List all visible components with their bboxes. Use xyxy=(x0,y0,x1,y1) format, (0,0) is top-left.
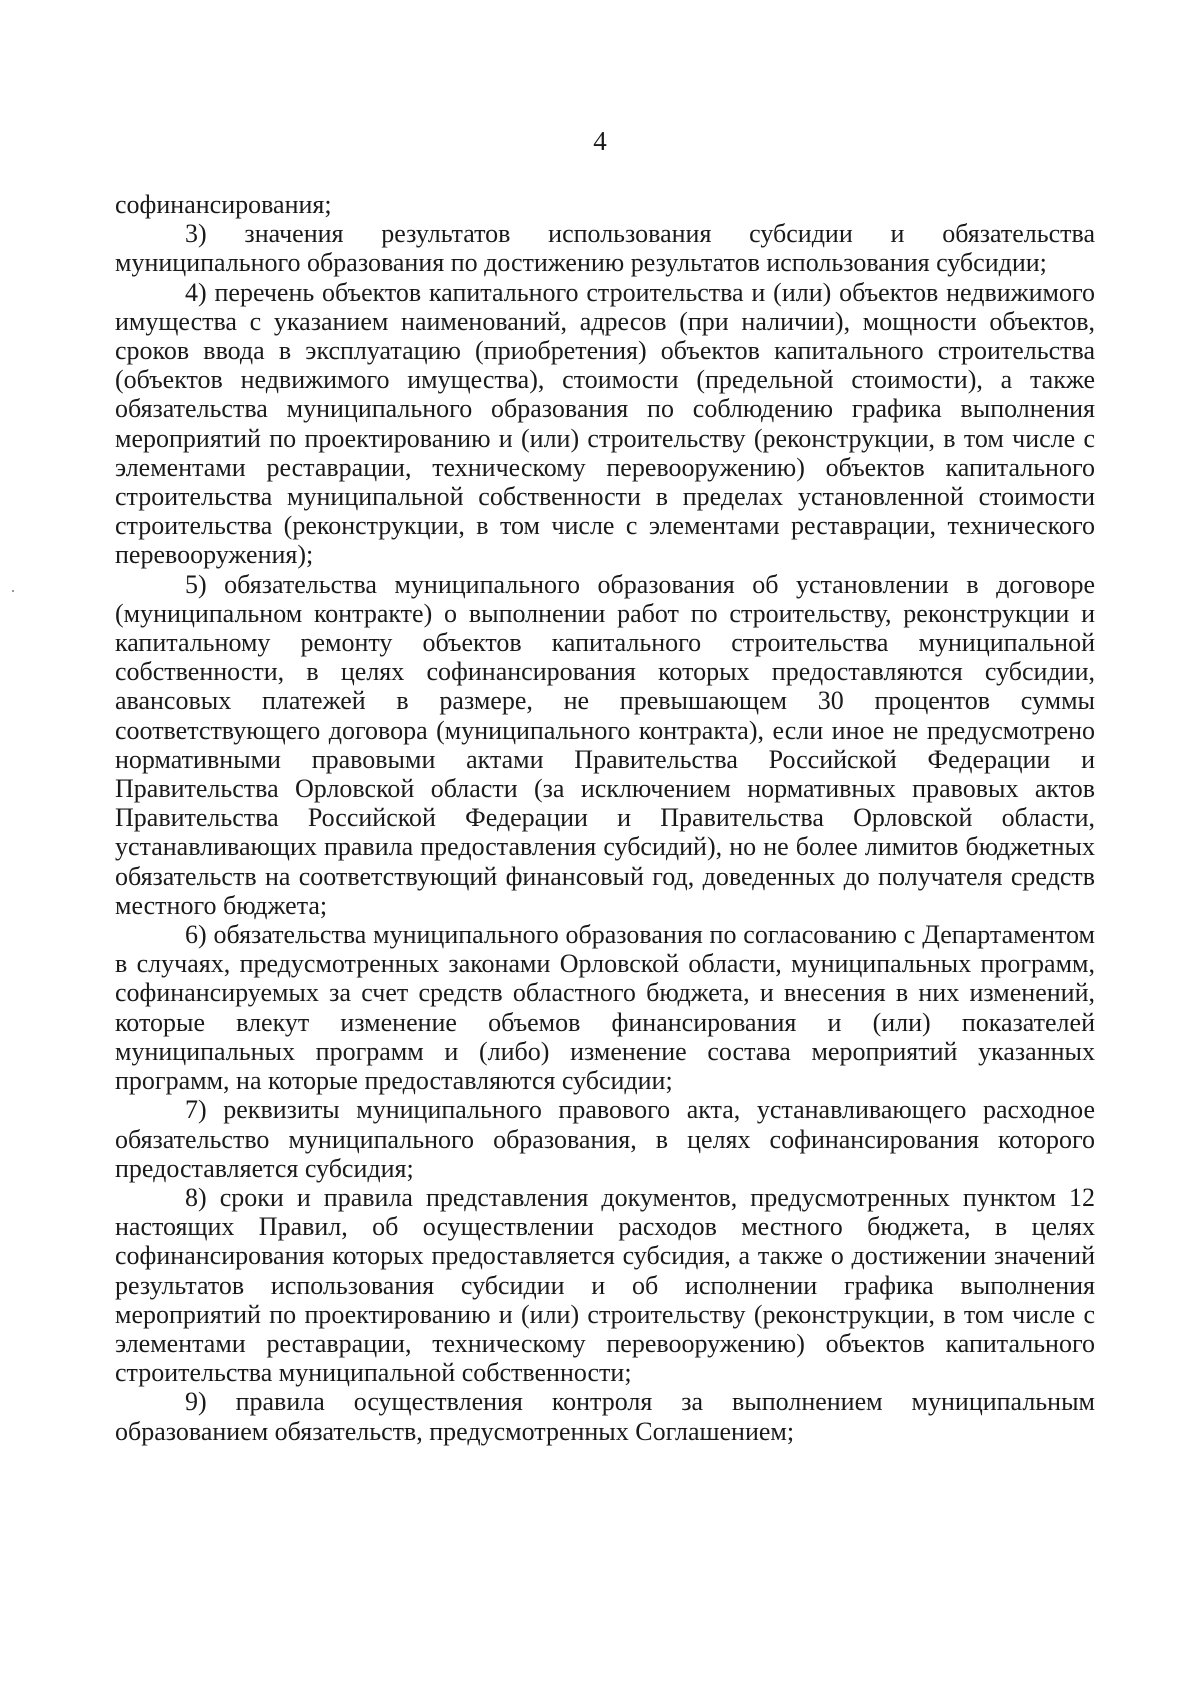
paragraph-item-3: 3) значения результатов использования субсидии и обязательства муниципального образования по достижению результатов использования субсидии; xyxy=(115,219,1095,278)
paragraph-item-9: 9) правила осуществления контроля за выполнением муниципальным образованием обязательств, предусмотренных Соглашением; xyxy=(115,1387,1095,1446)
page-number: 4 xyxy=(593,126,607,156)
paragraph-item-8: 8) сроки и правила представления документов, предусмотренных пунктом 12 настоящих Правил, об осуществлении расходов местного бюджета, в целях софинансирования которых предоставляется субсидия, а также о достижении значений результатов использования субсидии и об исполнении графика выполнения мероприятий по проектированию и (или) строительству (реконструкции, в том числе с элементами реставрации, техническому перевооружению) объектов капитального строительства муниципальной собственности; xyxy=(115,1182,1095,1388)
paragraph-item-5: 5) обязательства муниципального образования об установлении в договоре (муниципальном контракте) о выполнении работ по строительству, реконструкции и капитальному ремонту объектов капитального строительства муниципальной собственности, в целях софинансирования которых предоставляются субсидии, авансовых платежей в размере, не превышающем 30 процентов суммы соответствующего договора (муниципального контракта), если иное не предусмотрено нормативными правовыми актами Правительства Российской Федерации и Правительства Орловской области (за исключением нормативных правовых актов Правительства Российской Федерации и Правительства Орловской области, устанавливающих правила предоставления субсидий), но не более лимитов бюджетных обязательств на соответствующий финансовый год, доведенных до получателя средств местного бюджета; xyxy=(115,569,1095,920)
paragraph-continuation: софинансирования; xyxy=(115,190,332,219)
paragraph-item-4: 4) перечень объектов капитального строительства и (или) объектов недвижимого имущества с указанием наименований, адресов (при наличии), мощности объектов, сроков ввода в эксплуатацию (приобретения) объектов капитального строительства (объектов недвижимого имущества), стоимости (предельной стоимости), а также обязательства муниципального образования по соблюдению графика выполнения мероприятий по проектированию и (или) строительству (реконструкции, в том числе с элементами реставрации, техническому перевооружению) объектов капитального строительства муниципальной собственности в пределах установленной стоимости строительства (реконструкции, в том числе с элементами реставрации, технического перевооружения); xyxy=(115,277,1095,570)
paragraph-item-7: 7) реквизиты муниципального правового акта, устанавливающего расходное обязательство муниципального образования, в целях софинансирования которого предоставляется субсидия; xyxy=(115,1095,1095,1183)
paragraph-item-6: 6) обязательства муниципального образования по согласованию с Департаментом в случаях, предусмотренных законами Орловской области, муниципальных программ, софинансируемых за счет средств областного бюджета, и внесения в них изменений, которые влекут изменение объемов финансирования и (или) показателей муниципальных программ и (либо) изменение состава мероприятий указанных программ, на которые предоставляются субсидии; xyxy=(115,920,1095,1096)
document-body xyxy=(115,190,1095,1446)
scan-artifact xyxy=(12,590,14,592)
